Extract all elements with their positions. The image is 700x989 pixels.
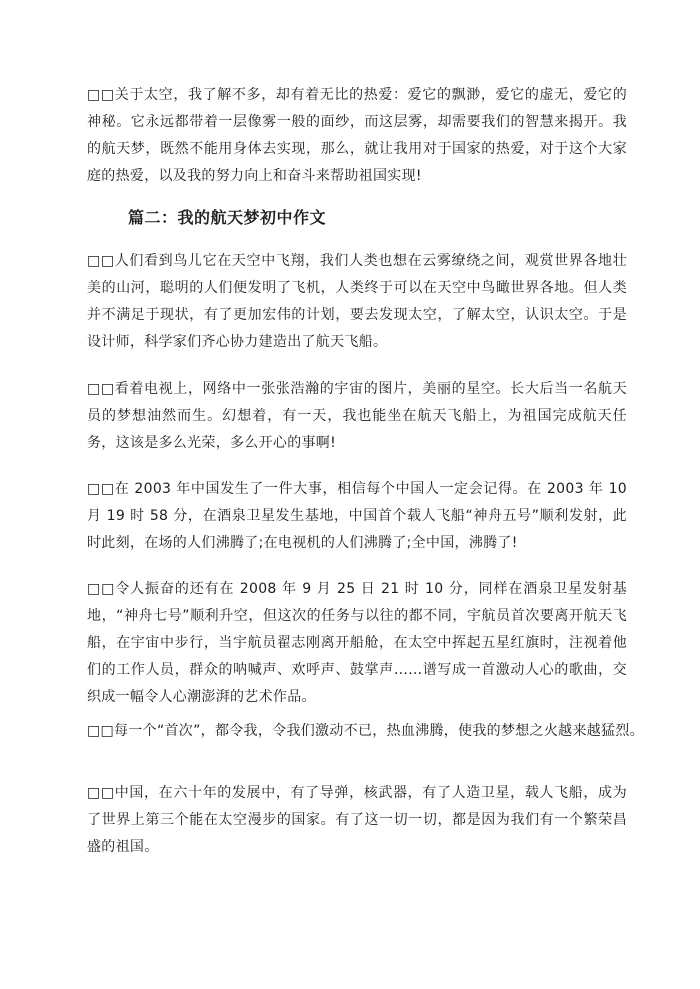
paragraph-every-first: □□每一个“首次”，都令我，令我们激动不已，热血沸腾，使我的梦想之火越来越猛烈。: [87, 723, 644, 739]
paragraph-space-love: □□关于太空，我了解不多，却有着无比的热爱：爱它的飘渺，爱它的虚无，爱它的神秘。它永远都带着一层像雾一般的面纱，而这层雾，却需要我们的智慧来揭开。我的航天梦，既然不能用身体去实现，那么，就让我用对于国家的热爱，对于这个大家庭的热爱，以及我的努力向上和奋斗来帮助祖国实现!: [87, 87, 627, 184]
paragraph-astronaut-dream: □□看着电视上，网络中一张张浩瀚的宇宙的图片，美丽的星空。长大后当一名航天员的梦想油然而生。幻想着，有一天，我也能坐在航天飞船上，为祖国完成航天任务，这该是多么光荣，多么开心的事啊!: [87, 381, 627, 451]
paragraph-birds-flight: □□人们看到鸟儿它在天空中飞翔，我们人类也想在云雾缭绕之间，观赏世界各地壮美的山河，聪明的人们便发明了飞机，人类终于可以在天空中鸟瞰世界各地。但人类并不满足于现状，有了更加宏伟的计划，要去发现太空，了解太空，认识太空。于是设计师，科学家们齐心协力建造出了航天飞船。: [87, 253, 627, 350]
paragraph-shenzhou-five: □□在 2003 年中国发生了一件大事，相信每个中国人一定会记得。在 2003 年 10 月 19 时 58 分，在酒泉卫星发生基地，中国首个载人飞船“神舟五号”顺利发射，此时此刻，在场的人们沸腾了;在电视机的人们沸腾了;全中国，沸腾了!: [87, 481, 627, 551]
section-heading: 篇二：我的航天梦初中作文: [128, 208, 327, 227]
paragraph-shenzhou-seven: □□令人振奋的还有在 2008 年 9 月 25 日 21 时 10 分，同样在酒泉卫星发射基地，“神舟七号”顺利升空，但这次的任务与以往的都不同，宇航员首次要离开航天飞船，在宇宙中步行，当宇航员翟志刚离开船舱，在太空中挥起五星红旗时，注视着他们的工作人员，群众的呐喊声、欢呼声、鼓掌声……谱写成一首激动人心的歌曲，交织成一幅令人心潮澎湃的艺术作品。: [87, 581, 627, 705]
paragraph-china-development: □□中国，在六十年的发展中，有了导弹，核武器，有了人造卫星，载人飞船，成为了世界上第三个能在太空漫步的国家。有了这一切一切，都是因为我们有一个繁荣昌盛的祖国。: [87, 785, 627, 855]
